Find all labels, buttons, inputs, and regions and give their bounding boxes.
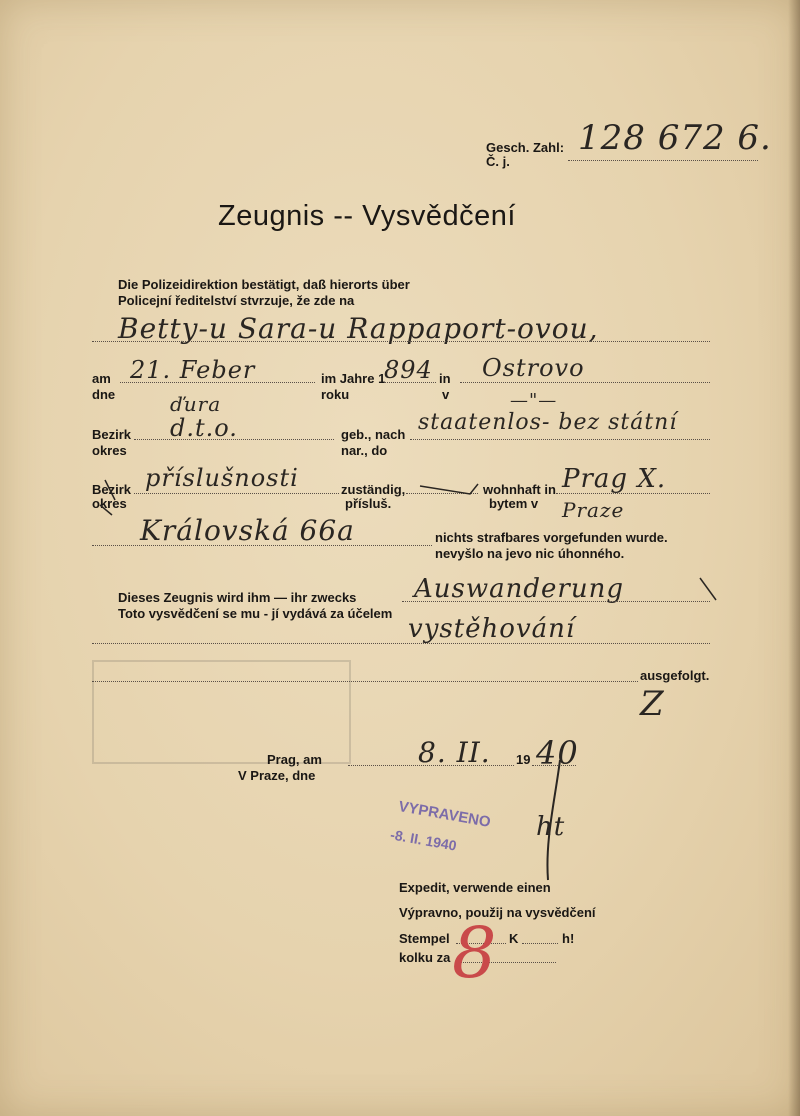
am-label: am (92, 371, 111, 386)
issue-date-handwritten: 8. II. (418, 736, 491, 769)
bezirk-label: Bezirk (92, 427, 132, 442)
bytem-handwritten: Praze (562, 498, 625, 522)
bytem-label: bytem v (489, 496, 539, 511)
vypraveno-stamp: VYPRAVENO (397, 798, 492, 831)
red-stempel-mark: 8 (452, 912, 498, 994)
gesch-zahl-label: Gesch. Zahl: (486, 140, 565, 155)
zustandig-handwritten: příslušnosti (145, 464, 299, 492)
roku-label: roku (321, 387, 350, 402)
expedit-label: Expedit, verwende einen (399, 880, 551, 895)
dne-label: dne (92, 387, 116, 402)
im-jahre-label: im Jahre 1 (321, 371, 386, 386)
toto-vysvedceni-text: Toto vysvědčení se mu - jí vydává za účelem (118, 606, 393, 621)
birth-year-handwritten: 894 (384, 356, 433, 384)
stempel-label: Stempel (399, 931, 450, 946)
v-praze-label: V Praze, dne (238, 768, 316, 783)
signature-mark: Z (640, 684, 665, 724)
vypraveno-stamp-date: -8. II. 1940 (389, 826, 458, 854)
purpose-czech-handwritten: vystěhování (408, 614, 576, 644)
okres-label-2: okres (92, 496, 127, 511)
year-prefix: 19 (516, 752, 531, 767)
prag-am-label: Prag, am (267, 752, 322, 767)
birth-day-month-handwritten: 21. Feber (130, 356, 256, 384)
ditto-handwritten: ďura (170, 392, 222, 416)
v-label: v (442, 387, 450, 402)
issue-year-handwritten: 40 (536, 734, 579, 772)
street-handwritten: Královská 66a (140, 514, 355, 547)
birth-place-handwritten: Ostrovo (482, 354, 585, 382)
file-number-handwritten: 128 672 6. (578, 118, 772, 158)
maiden-handwritten: staatenlos- bez státní (418, 410, 678, 435)
dieses-zeugnis-text: Dieses Zeugnis wird ihm — ihr zwecks (118, 590, 357, 605)
intro-czech: Policejní ředitelství stvrzuje, že zde na (118, 293, 355, 308)
nevyslo-text: nevyšlo na jevo nic úhonného. (435, 546, 625, 561)
okres-label: okres (92, 443, 127, 458)
initials-handwritten: ht (536, 812, 566, 842)
wohnhaft-handwritten: Prag X. (562, 464, 667, 494)
intro-german: Die Polizeidirektion bestätigt, daß hierorts über (118, 277, 410, 292)
kolku-label: kolku za (399, 950, 451, 965)
name-handwritten: Betty-u Sara-u Rappaport-ovou, (118, 312, 599, 345)
bezirk-label-2: Bezirk (92, 482, 132, 497)
bezirk-handwritten: d.t.o. (170, 414, 238, 442)
nichts-strafbares: nichts strafbares vorgefunden wurde. (435, 530, 668, 545)
wohnhaft-label: wohnhaft in (483, 482, 556, 497)
ditto-place-handwritten: —"— (510, 390, 558, 411)
stempel-k: K (509, 931, 519, 946)
document-title: Zeugnis -- Vysvědčení (218, 200, 516, 232)
vypravno-label: Výpravno, použij na vysvědčení (399, 905, 596, 920)
zustandig-label: zuständig, (341, 482, 406, 497)
purpose-german-handwritten: Auswanderung (414, 574, 624, 604)
in-label: in (439, 371, 451, 386)
ausgefolgt-label: ausgefolgt. (640, 668, 710, 683)
geb-label: geb., nach (341, 427, 406, 442)
cj-label: Č. j. (486, 154, 510, 169)
stempel-h: h! (562, 931, 575, 946)
nar-label: nar., do (341, 443, 388, 458)
prislus-label: přísluš. (345, 496, 392, 511)
